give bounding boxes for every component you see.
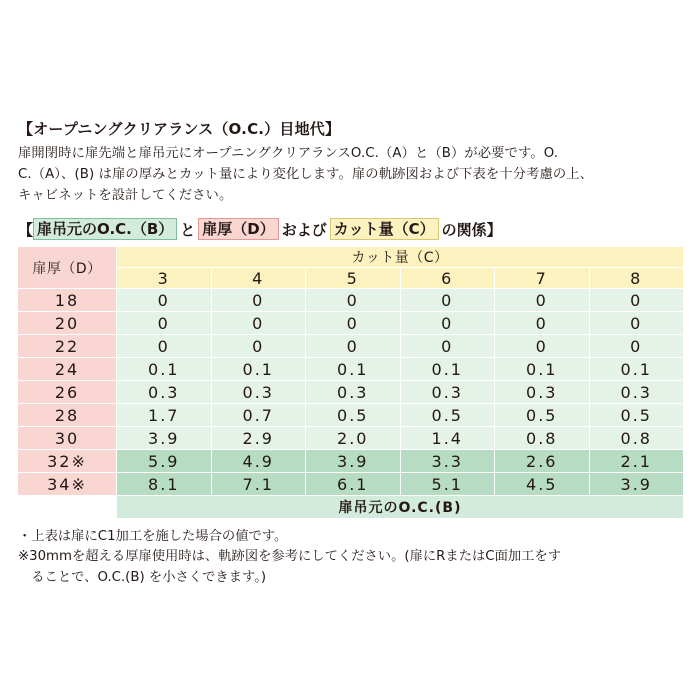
clearance-value-cell: 0 <box>117 289 212 312</box>
clearance-document <box>18 118 684 588</box>
relation-tail: の関係】 <box>441 220 502 239</box>
clearance-value-cell: 0 <box>400 335 495 358</box>
table-body <box>18 289 684 496</box>
clearance-value-cell: 0.5 <box>400 404 495 427</box>
note-line: ※30mmを超える厚扉使用時は、軌跡図を参考にしてください。(扉にRまたはC面加工をす <box>18 549 562 564</box>
table-row <box>18 289 684 312</box>
clearance-value-cell: 0.3 <box>211 381 306 404</box>
footer-blank-cell <box>18 496 117 519</box>
clearance-value-cell: 0.7 <box>211 404 306 427</box>
cut-value-header: 8 <box>589 268 684 289</box>
thickness-cell: 30 <box>18 427 117 450</box>
clearance-value-cell: 0.8 <box>589 427 684 450</box>
cut-value-header: 3 <box>117 268 212 289</box>
clearance-value-cell: 0.1 <box>211 358 306 381</box>
clearance-value-cell: 2.6 <box>495 450 590 473</box>
notes <box>18 527 684 589</box>
intro-paragraph <box>18 143 684 206</box>
relation-and: と <box>180 220 196 239</box>
clearance-value-cell: 1.4 <box>400 427 495 450</box>
intro-line: キャビネットを設計してください。 <box>18 188 233 203</box>
clearance-value-cell: 2.9 <box>211 427 306 450</box>
thickness-cell: 34※ <box>18 473 117 496</box>
cut-value-header: 5 <box>306 268 401 289</box>
note-line: ・上表は扉にC1加工を施した場合の値です。 <box>18 528 288 544</box>
relation-oyobi: および <box>281 220 327 239</box>
cut-value-header: 7 <box>495 268 590 289</box>
clearance-value-cell: 0 <box>306 289 401 312</box>
thickness-cell: 24 <box>18 358 117 381</box>
thickness-cell: 20 <box>18 312 117 335</box>
note-line: ることで、O.C.(B) を小さくできます。) <box>18 569 267 585</box>
clearance-value-cell: 0.1 <box>495 358 590 381</box>
clearance-value-cell: 0.1 <box>400 358 495 381</box>
clearance-value-cell: 7.1 <box>211 473 306 496</box>
cut-label-box: カット量（C） <box>330 218 439 240</box>
clearance-value-cell: 0.5 <box>306 404 401 427</box>
clearance-value-cell: 0.5 <box>589 404 684 427</box>
clearance-value-cell: 0.1 <box>117 358 212 381</box>
thickness-cell: 28 <box>18 404 117 427</box>
thickness-cell: 22 <box>18 335 117 358</box>
clearance-value-cell: 0 <box>495 312 590 335</box>
clearance-table <box>18 246 684 519</box>
clearance-value-cell: 0.5 <box>495 404 590 427</box>
clearance-value-cell: 5.1 <box>400 473 495 496</box>
table-footer: 扉吊元のO.C.(B) <box>117 496 684 519</box>
thickness-header: 扉厚（D） <box>18 247 117 289</box>
clearance-value-cell: 3.9 <box>589 473 684 496</box>
clearance-value-cell: 3.3 <box>400 450 495 473</box>
clearance-value-cell: 6.1 <box>306 473 401 496</box>
clearance-value-cell: 0.1 <box>306 358 401 381</box>
clearance-value-cell: 0 <box>589 289 684 312</box>
thickness-cell: 26 <box>18 381 117 404</box>
clearance-value-cell: 3.9 <box>306 450 401 473</box>
clearance-value-cell: 0 <box>211 289 306 312</box>
clearance-value-cell: 0.3 <box>306 381 401 404</box>
clearance-value-cell: 4.9 <box>211 450 306 473</box>
clearance-value-cell: 0.3 <box>117 381 212 404</box>
clearance-value-cell: 0 <box>400 289 495 312</box>
clearance-value-cell: 0 <box>306 312 401 335</box>
clearance-value-cell: 8.1 <box>117 473 212 496</box>
thickness-cell: 18 <box>18 289 117 312</box>
clearance-value-cell: 0.1 <box>589 358 684 381</box>
section-heading: 【オープニングクリアランス（O.C.）目地代】 <box>18 120 341 138</box>
thickness-label-box: 扉厚（D） <box>198 218 278 240</box>
clearance-value-cell: 2.1 <box>589 450 684 473</box>
table-row <box>18 335 684 358</box>
clearance-value-cell: 4.5 <box>495 473 590 496</box>
clearance-value-cell: 0 <box>400 312 495 335</box>
clearance-value-cell: 0.8 <box>495 427 590 450</box>
clearance-value-cell: 0 <box>495 335 590 358</box>
cut-value-header: 4 <box>211 268 306 289</box>
intro-line: C.（A）、(B) は扉の厚みとカット量により変化します。扉の軌跡図および下表を十分考慮の上、 <box>18 167 594 182</box>
intro-line: 扉開閉時に扉先端と扉吊元にオープニングクリアランスO.C.（A）と（B）が必要です。O. <box>18 146 559 161</box>
table-row <box>18 381 684 404</box>
relation-title <box>18 218 684 240</box>
clearance-value-cell: 0 <box>589 312 684 335</box>
cut-header: カット量（C） <box>117 247 684 268</box>
table-row <box>18 450 684 473</box>
cut-values-row <box>18 268 684 289</box>
clearance-value-cell: 1.7 <box>117 404 212 427</box>
clearance-value-cell: 0.3 <box>495 381 590 404</box>
table-row <box>18 404 684 427</box>
clearance-value-cell: 0 <box>589 335 684 358</box>
clearance-value-cell: 0 <box>211 335 306 358</box>
clearance-value-cell: 0 <box>211 312 306 335</box>
clearance-value-cell: 5.9 <box>117 450 212 473</box>
table-row <box>18 427 684 450</box>
clearance-value-cell: 0.3 <box>589 381 684 404</box>
table-row <box>18 473 684 496</box>
clearance-value-cell: 0 <box>306 335 401 358</box>
clearance-value-cell: 0 <box>117 335 212 358</box>
thickness-cell: 32※ <box>18 450 117 473</box>
clearance-value-cell: 2.0 <box>306 427 401 450</box>
relation-open-bracket: 【 <box>18 220 34 239</box>
clearance-value-cell: 0 <box>117 312 212 335</box>
clearance-value-cell: 0.3 <box>400 381 495 404</box>
clearance-value-cell: 3.9 <box>117 427 212 450</box>
cut-value-header: 6 <box>400 268 495 289</box>
oc-label-box: 扉吊元のO.C.（B） <box>33 218 177 240</box>
table-row <box>18 358 684 381</box>
table-footer-row <box>18 496 684 519</box>
clearance-value-cell: 0 <box>495 289 590 312</box>
table-row <box>18 312 684 335</box>
